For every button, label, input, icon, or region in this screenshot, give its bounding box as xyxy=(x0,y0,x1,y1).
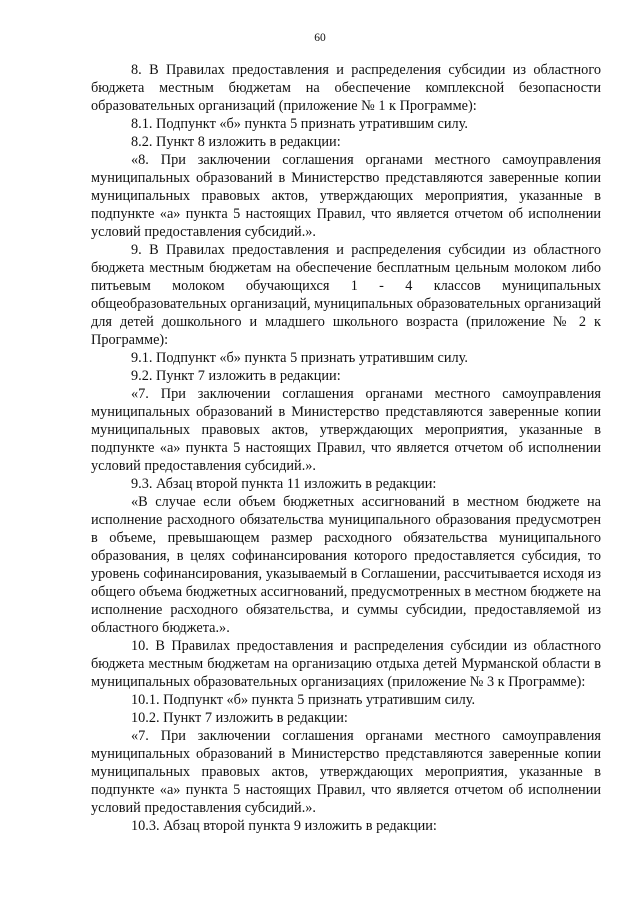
paragraph-9-2-quote: «7. При заключении соглашения органами местного самоуправления муниципальных образований в Министерство представляются заверенные копии муниципальных правовых актов, утверждающих мероприятия, указанные в подпункте «а» пункта 5 настоящих Правил, что является отчетом об исполнении условий предоставления субсидий.». xyxy=(91,386,601,474)
paragraph-10-3: 10.3. Абзац второй пункта 9 изложить в редакции: xyxy=(131,818,437,834)
paragraph-8-1: 8.1. Подпункт «б» пункта 5 признать утратившим силу. xyxy=(131,116,468,132)
paragraph-10-1: 10.1. Подпункт «б» пункта 5 признать утратившим силу. xyxy=(131,692,476,708)
paragraph-9: 9. В Правилах предоставления и распределения субсидии из областного бюджета местным бюджетам на обеспечение бесплатным цельным молоком либо питьевым молоком обучающихся 1 - 4 классов муниципальных общеобразовательных организаций, муниципальных образовательных организаций для детей дошкольного и младшего школьного возраста (приложение № 2 к Программе): xyxy=(91,242,601,348)
paragraph-8: 8. В Правилах предоставления и распределения субсидии из областного бюджета местным бюджетам на обеспечение комплексной безопасности образовательных организаций (приложение № 1 к Программе): xyxy=(91,62,601,114)
paragraph-8-2-quote: «8. При заключении соглашения органами местного самоуправления муниципальных образований в Министерство представляются заверенные копии муниципальных правовых актов, утверждающих мероприятия, указанные в подпункте «а» пункта 5 настоящих Правил, что является отчетом об исполнении условий предоставления субсидий.». xyxy=(91,152,601,240)
paragraph-9-3: 9.3. Абзац второй пункта 11 изложить в редакции: xyxy=(131,476,437,492)
paragraph-9-2: 9.2. Пункт 7 изложить в редакции: xyxy=(131,368,341,384)
paragraph-10-2-quote: «7. При заключении соглашения органами местного самоуправления муниципальных образований в Министерство представляются заверенные копии муниципальных правовых актов, утверждающих мероприятия, указанные в подпункте «а» пункта 5 настоящих Правил, что является отчетом об исполнении условий предоставления субсидий.». xyxy=(91,728,601,816)
paragraph-10: 10. В Правилах предоставления и распределения субсидии из областного бюджета местным бюджетам на организацию отдыха детей Мурманской области в муниципальных образовательных организациях (приложение № 3 к Программе): xyxy=(91,638,601,690)
page-number: 60 xyxy=(314,32,326,44)
paragraph-9-1: 9.1. Подпункт «б» пункта 5 признать утратившим силу. xyxy=(131,350,468,366)
document-body xyxy=(91,61,601,835)
paragraph-8-2: 8.2. Пункт 8 изложить в редакции: xyxy=(131,134,341,150)
paragraph-10-2: 10.2. Пункт 7 изложить в редакции: xyxy=(131,710,348,726)
paragraph-9-3-quote: «В случае если объем бюджетных ассигнований в местном бюджете на исполнение расходного обязательства муниципального образования предусмотрен в объеме, превышающем размер расходного обязательства муниципального образования, в целях софинансирования которого предоставляется субсидия, то уровень софинансирования, указываемый в Соглашении, рассчитывается исходя из общего объема бюджетных ассигнований, предусмотренных в местном бюджете на исполнение расходного обязательства, и суммы субсидии, предоставляемой из областного бюджета.». xyxy=(91,494,601,636)
